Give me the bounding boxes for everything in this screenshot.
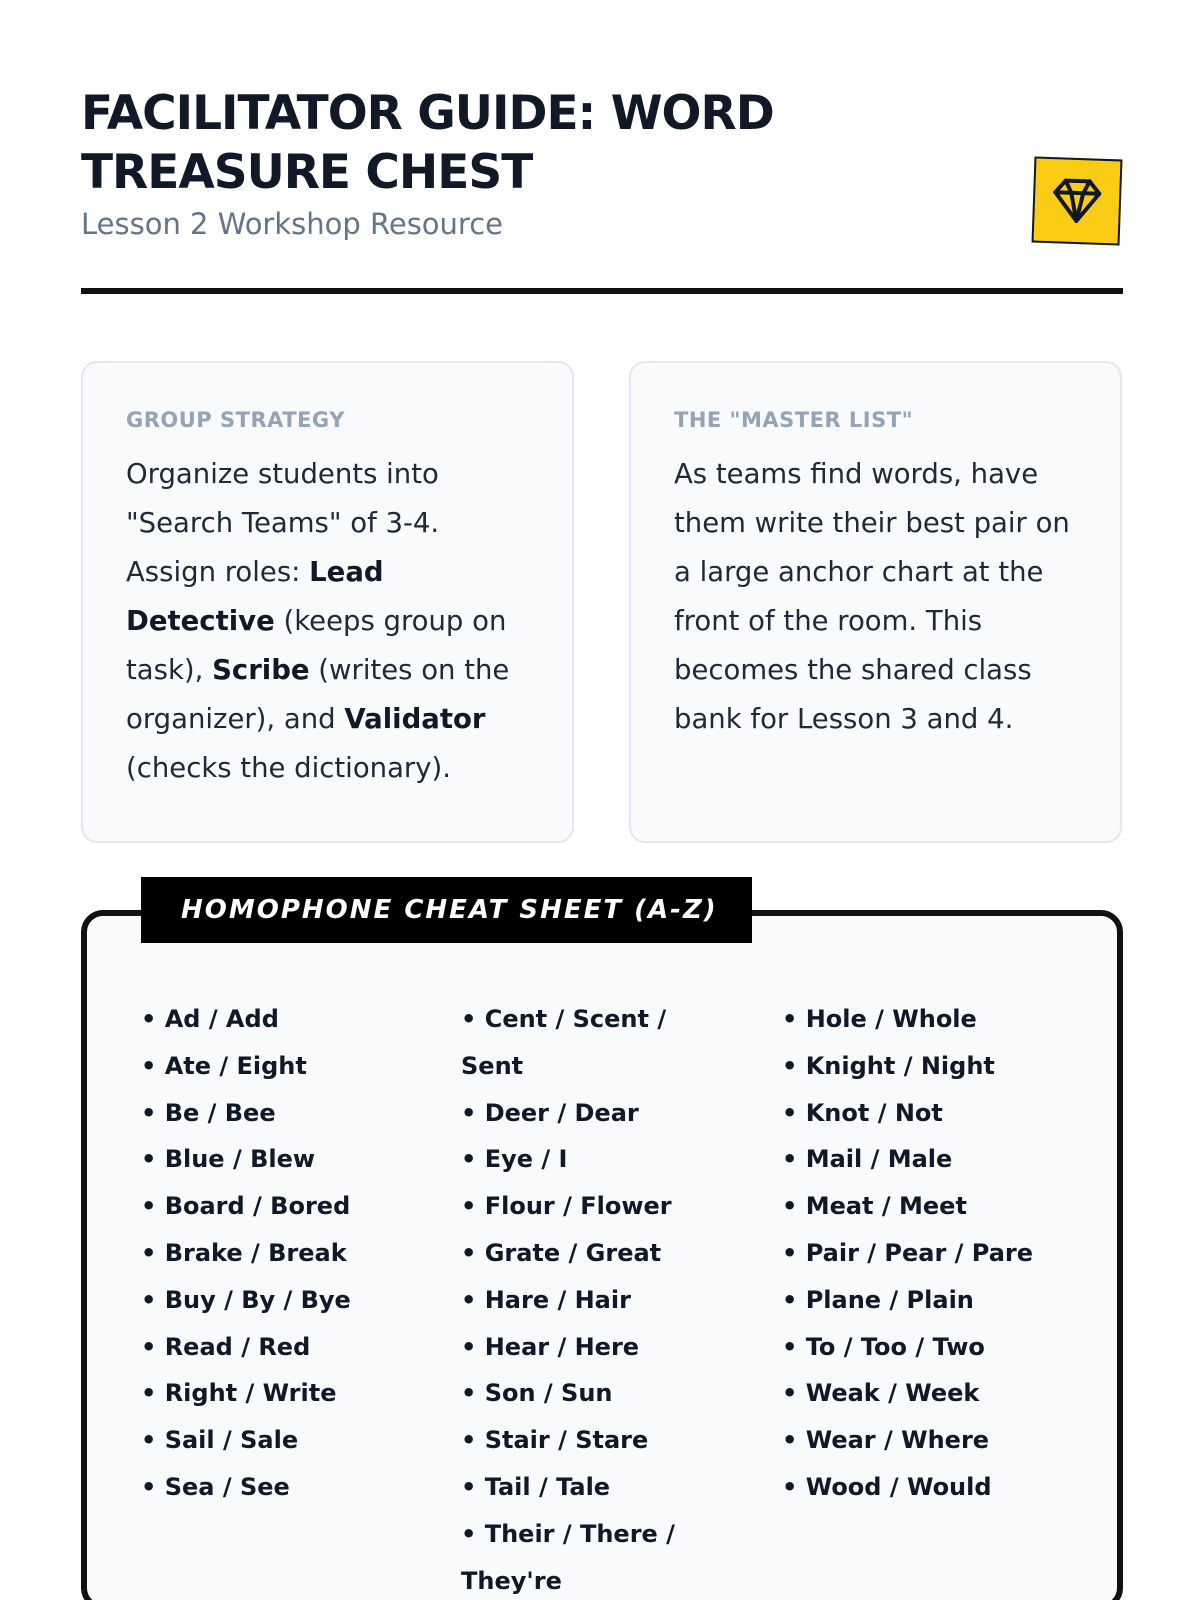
header [81,84,881,242]
group-strategy-label: GROUP STRATEGY [126,408,345,432]
master-list-label: THE "MASTER LIST" [674,408,914,432]
list-item: • Read / Red [141,1324,431,1371]
list-item: • Hear / Here [461,1324,731,1371]
list-item: • Mail / Male [782,1136,1072,1183]
list-item: • To / Too / Two [782,1324,1072,1371]
page-title: FACILITATOR GUIDE: WORD TREASURE CHEST [81,86,774,200]
list-item: • Their / There / They're [461,1511,731,1600]
list-item: • Cent / Scent / Sent [461,996,731,1090]
list-item: • Sea / See [141,1464,431,1511]
role-lead-detective-desc: (keeps group on task), [126,605,507,686]
list-item: • Ad / Add [141,996,431,1043]
list-item: • Knight / Night [782,1043,1072,1090]
list-item: • Grate / Great [461,1230,731,1277]
list-item: • Meat / Meet [782,1183,1072,1230]
master-list-body: As teams find words, have them write their best pair on a large anchor chart at the front of the room. This becomes the shared class bank for Lesson 3 and 4. [674,458,1070,735]
group-strategy-card [81,361,574,843]
list-item: • Plane / Plain [782,1277,1072,1324]
list-item: • Weak / Week [782,1370,1072,1417]
list-item: • Sail / Sale [141,1417,431,1464]
list-item: • Eye / I [461,1136,731,1183]
list-item: • Ate / Eight [141,1043,431,1090]
list-item: • Knot / Not [782,1090,1072,1137]
list-item: • Hare / Hair [461,1277,731,1324]
list-item: • Right / Write [141,1370,431,1417]
group-strategy-body [126,450,532,793]
list-item: • Brake / Break [141,1230,431,1277]
list-item: • Pair / Pear / Pare [782,1230,1072,1277]
header-divider [81,288,1123,294]
role-scribe: Scribe [212,654,310,686]
role-scribe-desc: (writes on the organizer), and [126,654,510,735]
list-item: • Hole / Whole [782,996,1072,1043]
group-strategy-intro: Organize students into "Search Teams" of 3-4. Assign roles: [126,458,440,588]
list-item: • Wear / Where [782,1417,1072,1464]
list-item: • Stair / Stare [461,1417,731,1464]
master-list-card [629,361,1122,843]
list-item: • Flour / Flower [461,1183,731,1230]
role-lead-detective: Lead Detective [126,556,384,637]
homophone-column-1 [141,996,431,1511]
list-item: • Be / Bee [141,1090,431,1137]
badge [1032,156,1123,245]
homophone-column-2 [461,996,731,1600]
page-subtitle: Lesson 2 Workshop Resource [81,207,504,241]
cheat-sheet-title: HOMOPHONE CHEAT SHEET (A-Z) [141,877,752,943]
homophone-column-3 [782,996,1072,1511]
list-item: • Blue / Blew [141,1136,431,1183]
list-item: • Tail / Tale [461,1464,731,1511]
role-validator-desc: (checks the dictionary). [126,752,451,784]
list-item: • Son / Sun [461,1370,731,1417]
list-item: • Board / Bored [141,1183,431,1230]
list-item: • Wood / Would [782,1464,1072,1511]
list-item: • Deer / Dear [461,1090,731,1137]
role-validator: Validator [344,703,486,735]
gem-icon [1051,177,1103,225]
list-item: • Buy / By / Bye [141,1277,431,1324]
